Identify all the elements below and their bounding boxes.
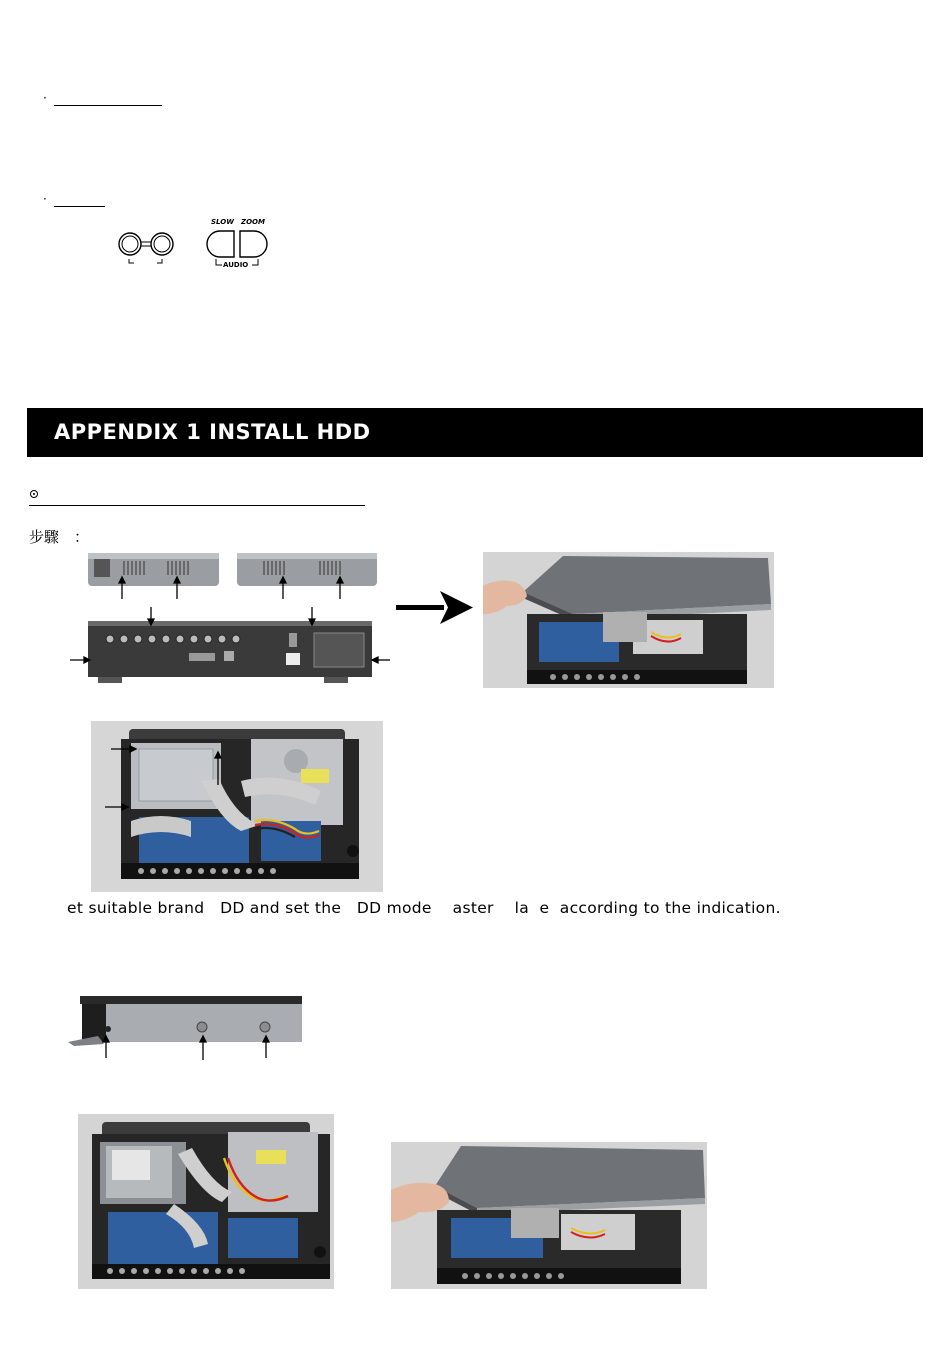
- hdd-setup-caption: et suitable brand DD and set the DD mode aster la e according to the indication.: [67, 899, 781, 917]
- circle-bullet-icon: [30, 490, 38, 498]
- replace-cover-photo: [391, 1142, 707, 1289]
- blank-heading-underline: [54, 105, 162, 106]
- steps-label: 步驟 ：: [29, 528, 90, 546]
- blank-subheading-underline: [29, 505, 365, 506]
- bullet-dot: ·: [43, 91, 47, 105]
- blank-heading-underline: [54, 206, 105, 207]
- dvr-screw-locations-photo: [64, 547, 396, 693]
- arrow-right-icon: [396, 589, 474, 627]
- section-banner: [27, 408, 923, 457]
- bullet-dot: ·: [43, 192, 47, 206]
- slow-label: SLOW: [211, 218, 234, 226]
- zoom-label: ZOOM: [241, 218, 265, 226]
- hdd-installed-photo: [78, 1114, 334, 1289]
- bracket-screws-photo: [68, 996, 304, 1062]
- remove-cover-photo: [483, 552, 774, 688]
- hdd-bracket-photo: [91, 721, 383, 892]
- panel-buttons-diagram: [110, 215, 275, 275]
- section-title: APPENDIX 1 INSTALL HDD: [54, 420, 371, 444]
- audio-label: AUDIO: [223, 261, 249, 269]
